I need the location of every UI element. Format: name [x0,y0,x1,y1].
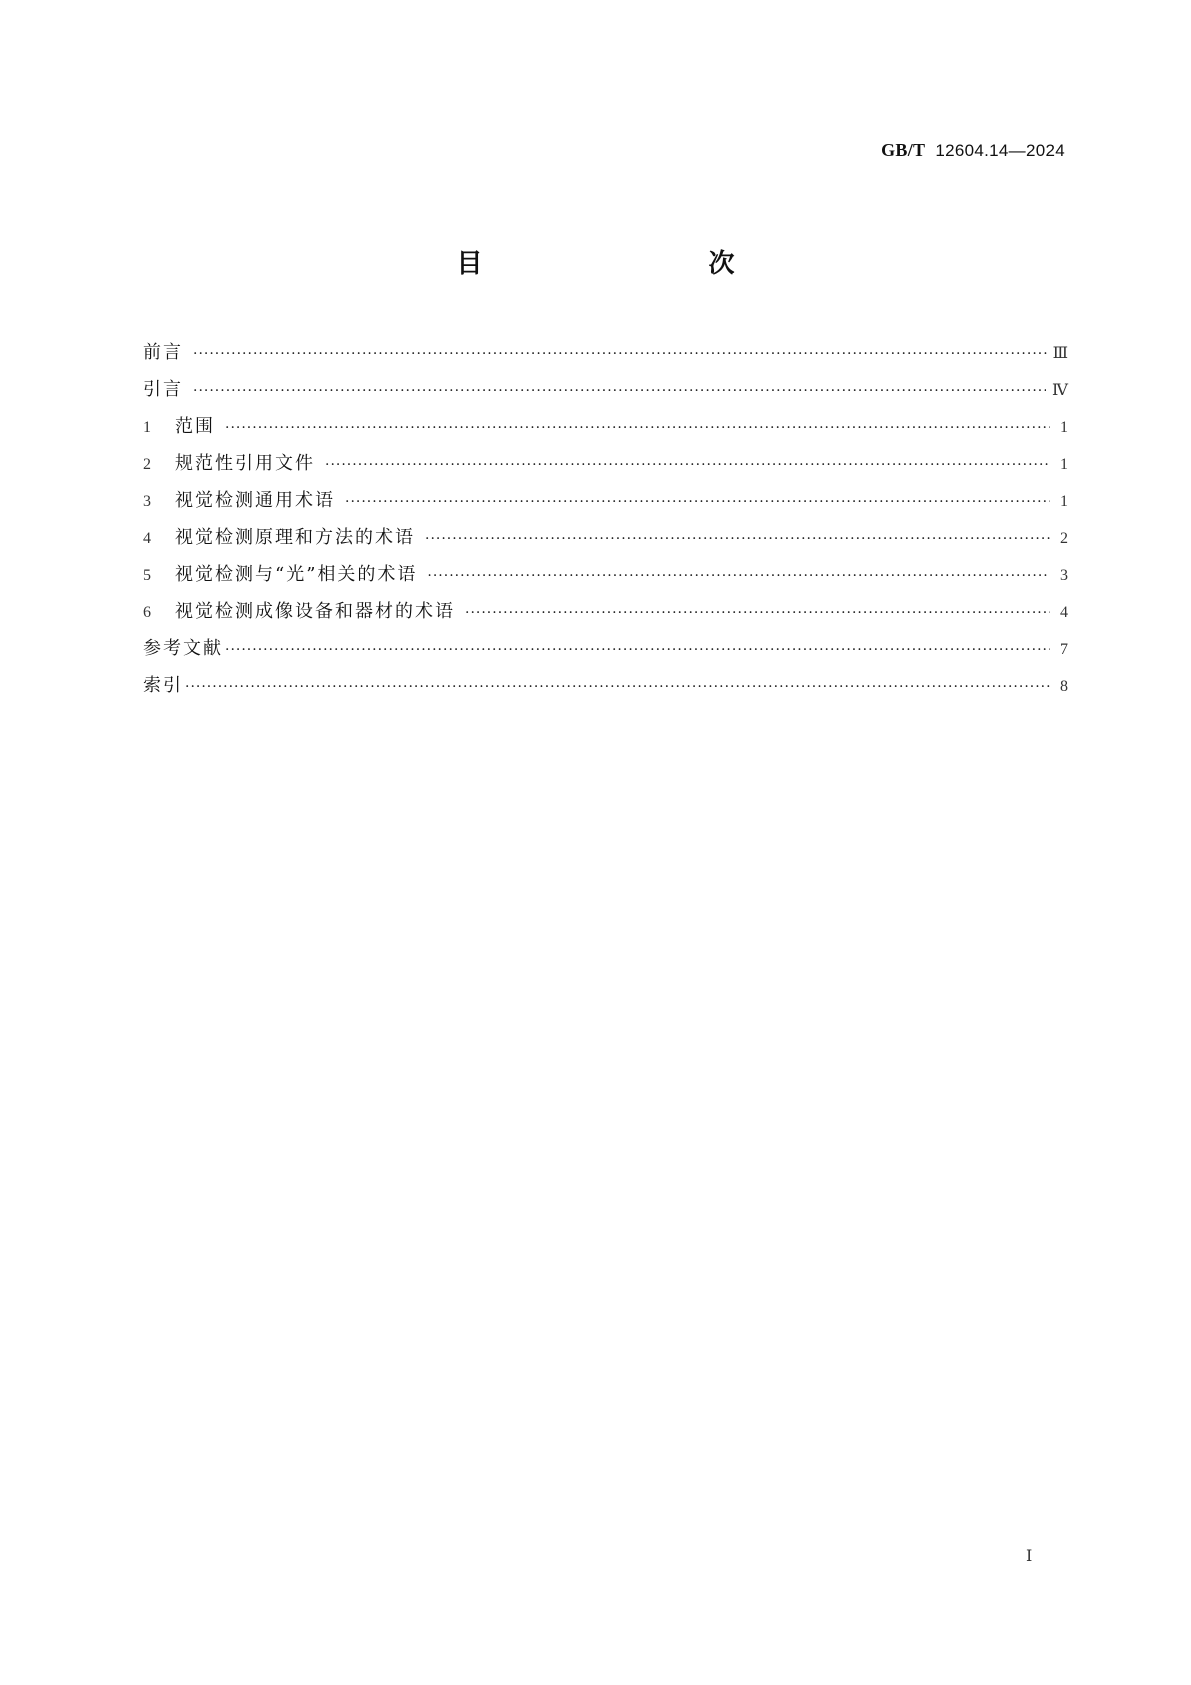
table-of-contents [143,338,1068,708]
toc-entry-page: 1 [1060,456,1068,473]
toc-leader-dots [425,531,1050,547]
toc-entry-page: 3 [1060,567,1068,584]
toc-entry-number: 4 [143,530,151,547]
toc-leader-dots [225,420,1050,436]
toc-leader-dots [345,494,1050,510]
toc-entry-text: 视觉检测成像设备和器材的术语 [175,601,455,622]
toc-entry-page: 2 [1060,530,1068,547]
toc-entry-text: 前言 [143,342,183,363]
toc-entry-page: 1 [1060,419,1068,436]
toc-entry-bibliography[interactable] [143,634,1068,671]
page-number: Ⅰ [1026,1548,1033,1565]
toc-entry-text: 视觉检测原理和方法的术语 [175,527,415,548]
standard-prefix: GB/T [881,140,926,160]
toc-leader-dots [225,642,1050,658]
toc-entry-page: 4 [1060,604,1068,621]
toc-leader-dots [325,457,1050,473]
toc-entry-scope[interactable] [143,412,1068,449]
toc-entry-foreword[interactable] [143,338,1068,375]
toc-entry-number: 1 [143,419,151,436]
toc-entry-normative-references[interactable] [143,449,1068,486]
toc-entry-light-terms[interactable] [143,560,1068,597]
toc-leader-dots [185,679,1050,695]
toc-entry-text: 索引 [143,675,183,696]
toc-entry-page: 8 [1060,678,1068,695]
toc-entry-number: 3 [143,493,151,510]
toc-entry-text: 视觉检测与“光”相关的术语 [175,564,418,585]
toc-entry-page: Ⅳ [1052,382,1068,399]
toc-leader-dots [193,346,1047,362]
toc-entry-number: 6 [143,604,151,621]
toc-entry-page: 1 [1060,493,1068,510]
toc-entry-introduction[interactable] [143,375,1068,412]
toc-leader-dots [193,383,1046,399]
standard-code [881,140,1065,161]
toc-leader-dots [465,605,1050,621]
toc-entry-text: 规范性引用文件 [175,453,315,474]
toc-entry-imaging-equipment[interactable] [143,597,1068,634]
toc-entry-text: 视觉检测通用术语 [175,490,335,511]
toc-entry-principles-methods[interactable] [143,523,1068,560]
toc-entry-number: 2 [143,456,151,473]
toc-entry-text: 参考文献 [143,638,223,659]
toc-leader-dots [427,568,1050,584]
toc-entry-general-terms[interactable] [143,486,1068,523]
toc-entry-text: 范围 [175,416,215,437]
toc-title: 目 次 [456,249,793,279]
standard-number: 12604.14—2024 [935,141,1065,160]
toc-entry-index[interactable] [143,671,1068,708]
toc-entry-text: 引言 [143,379,183,400]
toc-entry-number: 5 [143,567,151,584]
toc-entry-page: Ⅲ [1052,345,1068,362]
toc-entry-page: 7 [1060,641,1068,658]
